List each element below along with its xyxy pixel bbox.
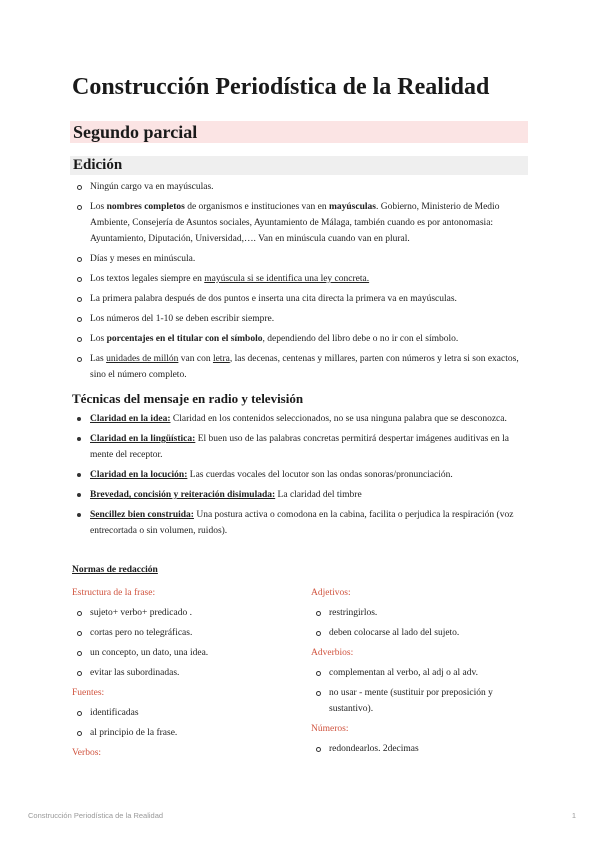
tecnica-label: Claridad en la idea: [90,414,171,424]
bullet-circle-icon [77,651,82,656]
numeros-label: Números: [311,724,349,734]
list-item [72,625,302,641]
edicion-item-text: Ningún cargo va en mayúsculas. [90,182,214,192]
tecnica-text: Claridad en los contenidos seleccionados, no se usa ninguna palabra que se desconozca. [170,414,507,424]
edicion-item [72,311,528,327]
list-item [311,685,531,717]
adverbios-label: Adverbios: [311,648,354,658]
bullet-disc-icon [77,493,81,497]
edicion-item-text: Los [90,334,107,344]
list-item [72,665,302,681]
tecnica-item [72,431,528,463]
edicion-item-text: , dependiendo del libro debe o no ir con el símbolo. [262,334,459,344]
adjetivos-list [311,605,531,641]
list-item [72,725,302,741]
edicion-item-text: La primera palabra después de dos puntos e inserta una cita directa la primera va en mayúsculas. [90,294,457,304]
tecnica-text: La claridad del timbre [275,490,362,500]
subsection-heading: Edición [73,157,123,173]
page-title: Construcción Periodística de la Realidad [72,74,490,100]
edicion-item-text: Los textos legales siempre en [90,274,205,284]
list-item-text: evitar las subordinadas. [90,668,180,678]
edicion-item-text: nombres completos [106,202,185,212]
tecnica-item [72,411,528,427]
edicion-item-text: Los [90,202,107,212]
edicion-item-text: mayúscula si se identifica una ley concreta. [204,274,370,284]
bullet-circle-icon [77,357,82,362]
list-item [72,645,302,661]
list-item [311,665,531,681]
bullet-circle-icon [77,185,82,190]
edicion-item [72,251,528,267]
list-item-text: sujeto+ verbo+ predicado . [90,608,192,618]
bullet-circle-icon [77,297,82,302]
bullet-circle-icon [316,631,321,636]
edicion-item-text: letra [212,354,230,364]
normas-right-column [311,585,531,761]
bullet-circle-icon [77,731,82,736]
bullet-disc-icon [77,437,81,441]
edicion-item [72,199,528,247]
list-item [311,605,531,621]
list-item [72,705,302,721]
tecnica-item [72,507,528,539]
list-item [311,625,531,641]
edicion-item-text: , las decenas, centenas y millares, parten con números y letra si son exactos, sino el número completo. [90,354,519,380]
edicion-item-text: . Gobierno, Ministerio de Medio Ambiente, Consejería de Asuntos sociales, Ayuntamiento de Málaga, también cuando es por antonomasia: Ayuntamiento, Diputación, Universidad,…. Van en minúscula cuando van en plural. [90,202,500,244]
list-item-text: cortas pero no telegráficas. [90,628,193,638]
section-heading: Segundo parcial [73,122,198,142]
adjetivos-label: Adjetivos: [311,588,351,598]
bullet-circle-icon [316,671,321,676]
tecnica-label: Claridad en la locución: [90,470,188,480]
edicion-item-text: de organismos e instituciones van en [184,202,329,212]
tecnica-label: Sencillez bien construida: [90,510,194,520]
bullet-circle-icon [77,611,82,616]
bullet-circle-icon [316,691,321,696]
list-item [311,741,531,757]
tecnica-label: Claridad en la lingüística: [90,434,196,444]
bullet-disc-icon [77,473,81,477]
list-item [72,605,302,621]
list-item-text: deben colocarse al lado del sujeto. [329,628,460,638]
bullet-circle-icon [316,747,321,752]
tecnicas-heading: Técnicas del mensaje en radio y televisión [72,391,304,406]
edicion-item [72,331,528,347]
normas-title: Normas de redacción [72,565,158,575]
edicion-item-text: Los números del 1-10 se deben escribir siempre. [90,314,275,324]
bullet-circle-icon [77,711,82,716]
edicion-item-text: Las [90,354,107,364]
bullet-circle-icon [316,611,321,616]
page-number: 1 [571,811,576,820]
footer-text: Construcción Periodística de la Realidad [28,811,164,820]
tecnica-label: Brevedad, concisión y reiteración disimulada: [90,490,276,500]
list-item-text: redondearlos. 2decimas [329,744,419,754]
estructura-list [72,605,302,681]
bullet-disc-icon [77,417,81,421]
list-item-text: un concepto, un dato, una idea. [90,648,209,658]
edicion-item [72,179,528,195]
page-footer [28,811,576,823]
edicion-item-text: van con [178,354,213,364]
tecnica-item [72,487,528,503]
tecnicas-list [72,411,528,543]
tecnica-text: Las cuerdas vocales del locutor son las ondas sonoras/pronunciación. [187,470,453,480]
edicion-item-text: mayúsculas [328,202,376,212]
edicion-list [72,179,528,387]
edicion-item-text: Días y meses en minúscula. [90,254,196,264]
bullet-circle-icon [77,671,82,676]
list-item-text: restringirlos. [329,608,378,618]
numeros-list [311,741,531,757]
bullet-circle-icon [77,205,82,210]
list-item-text: identificadas [90,708,139,718]
adverbios-list [311,665,531,717]
tecnica-item [72,467,528,483]
bullet-circle-icon [77,257,82,262]
section-band [70,121,528,143]
list-item-text: no usar - mente (sustituir por preposición y sustantivo). [329,688,493,714]
bullet-circle-icon [77,631,82,636]
subsection-band [70,156,528,175]
bullet-circle-icon [77,337,82,342]
edicion-item-text: porcentajes en el titular con el símbolo [106,334,263,344]
list-item-text: complementan al verbo, al adj o al adv. [329,668,478,678]
estructura-label: Estructura de la frase: [72,588,156,598]
edicion-item [72,351,528,383]
bullet-circle-icon [77,317,82,322]
edicion-item [72,271,528,287]
fuentes-label: Fuentes: [72,688,105,698]
edicion-item-text: unidades de millón [106,354,179,364]
bullet-circle-icon [77,277,82,282]
verbos-label: Verbos: [72,748,102,758]
list-item-text: al principio de la frase. [90,728,178,738]
bullet-disc-icon [77,513,81,517]
fuentes-list [72,705,302,741]
tecnica-text: Una postura activa o comodona en la cabina, facilita o perjudica la respiración (voz entrecortada o sin volumen, ruidos). [90,510,514,536]
edicion-item [72,291,528,307]
normas-left-column [72,585,302,765]
tecnica-text: El buen uso de las palabras concretas permitirá despertar imágenes auditivas en la mente del receptor. [90,434,509,460]
